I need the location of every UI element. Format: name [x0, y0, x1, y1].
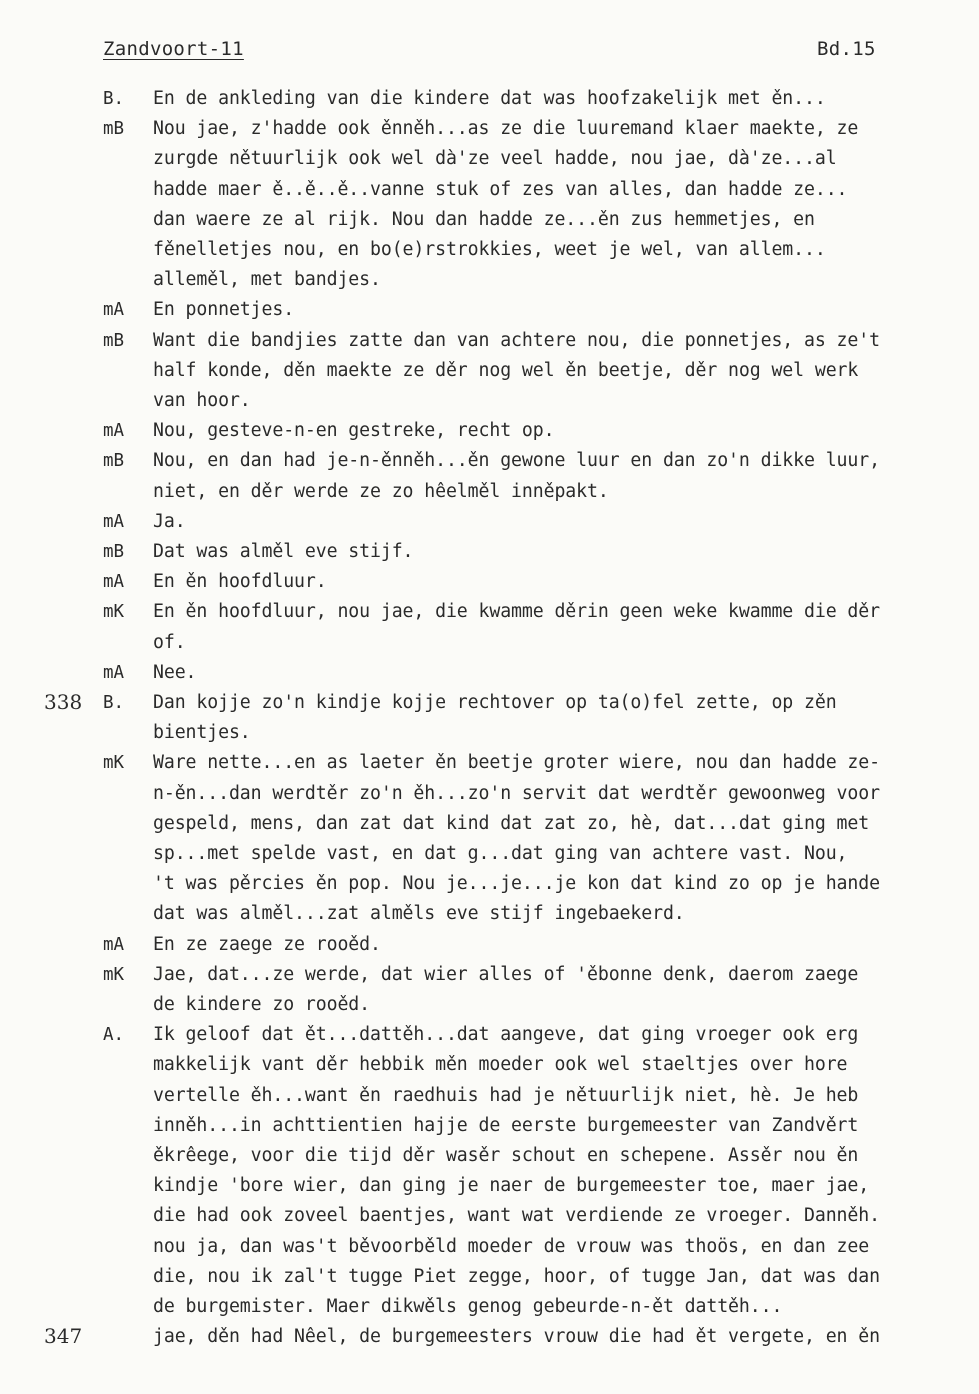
page-header-right: Bd.15	[817, 38, 876, 60]
transcript-line: zurgde nětuurlijk ook wel dà'ze veel hadde, nou jae, dà'ze...al	[153, 148, 837, 170]
speaker-label: mK	[103, 602, 125, 623]
speaker-label: mB	[103, 330, 125, 351]
transcript-line: de kindere zo rooěd.	[153, 994, 370, 1015]
speaker-label: mB	[103, 119, 125, 140]
transcript-line: Ware nette...en as laeter ěn beetje groter wiere, nou dan hadde ze-	[153, 752, 880, 774]
transcript-line: n-ěn...dan werdtěr zo'n ěh...zo'n servit dat werdtěr gewoonweg voor	[153, 782, 880, 804]
transcript-line: Nou, en dan had je-n-ěnněh...ěn gewone luur en dan zo'n dikke luur,	[153, 450, 880, 472]
transcript-line: jae, děn had Nêel, de burgemeesters vrouw die had ět vergete, en ěn	[153, 1326, 880, 1348]
speaker-label: mA	[103, 511, 125, 532]
speaker-label: mA	[103, 300, 125, 321]
transcript-line: En ze zaege ze rooěd.	[153, 933, 381, 955]
transcript-line: bientjes.	[153, 722, 251, 744]
transcript-line: Dan kojje zo'n kindje kojje rechtover op ta(o)fel zette, op zěn	[153, 692, 837, 713]
transcript-line: sp...met spelde vast, en dat g...dat ging van achtere vast. Nou,	[153, 843, 848, 864]
transcript-line: makkelijk vant děr hebbik měn moeder ook wel staeltjes over hore	[153, 1054, 848, 1076]
transcript-line: Want die bandjies zatte dan van achtere nou, die ponnetjes, as ze't	[153, 329, 880, 351]
speaker-label: A.	[103, 1025, 125, 1046]
transcript-line: half konde, děn maekte ze děr nog wel ěn beetje, děr nog wel werk	[153, 359, 859, 381]
transcript-line: dan waere ze al rijk. Nou dan hadde ze...ěn zus hemmetjes, en	[153, 208, 815, 230]
transcript-line: Nou jae, z'hadde ook ěnněh...as ze die luuremand klaer maekte, ze	[153, 118, 859, 140]
transcript-line: 't was pěrcies ěn pop. Nou je...je...je kon dat kind zo op je hande	[153, 873, 880, 895]
transcript-line: Ik geloof dat ět...dattěh...dat aangeve, dat ging vroeger ook erg	[153, 1024, 859, 1046]
transcript-line: die, nou ik zal't tugge Piet zegge, hoor, of tugge Jan, dat was dan	[153, 1265, 880, 1287]
transcript-line: de burgemister. Maer dikwěls genog gebeurde-n-ět dattěh...	[153, 1296, 783, 1317]
transcript-line: inněh...in achttientien hajje de eerste burgemeester van Zandvěrt	[153, 1114, 859, 1136]
transcript-line: hadde maer ě..ě..ě..vanne stuk of zes van alles, dan hadde ze...	[153, 178, 848, 200]
speaker-label: mA	[103, 934, 125, 955]
transcript-line: En ěn hoofdluur, nou jae, die kwamme děrin geen weke kwamme die děr	[153, 601, 880, 623]
speaker-label: mA	[103, 662, 125, 683]
speaker-label: B.	[103, 89, 125, 109]
transcript-line: dat was alměl...zat alměls eve stijf ingebaekerd.	[153, 903, 685, 925]
transcript-line: En de ankleding van die kindere dat was hoofzakelijk met ěn...	[153, 88, 826, 109]
page-header-left: Zandvoort-11	[103, 38, 244, 60]
transcript-line: Dat was alměl eve stijf.	[153, 541, 414, 562]
transcript-line: van hoor.	[153, 390, 251, 411]
speaker-label: mK	[103, 753, 125, 774]
speaker-label: mB	[103, 451, 125, 472]
speaker-label: B.	[103, 693, 125, 713]
speaker-label: mA	[103, 421, 125, 442]
speaker-label: mK	[103, 964, 125, 985]
transcript-line: of.	[153, 631, 186, 653]
transcript-line: Ja.	[153, 510, 186, 532]
transcript-line: niet, en děr werde ze zo hêelměl inněpakt.	[153, 480, 609, 502]
margin-line-number: 338	[44, 690, 83, 714]
speaker-label: mB	[103, 542, 125, 562]
transcript-line: nou ja, dan was't běvoorběld moeder de vrouw was thoös, en dan zee	[153, 1235, 870, 1257]
transcript-line: alleměl, met bandjes.	[153, 269, 381, 291]
transcript-line: ěkrêege, voor die tijd děr wasěr schout en schepene. Assěr nou ěn	[153, 1145, 859, 1166]
transcript-line: die had ook zoveel baentjes, want wat verdiende ze vroeger. Danněh.	[153, 1205, 880, 1227]
transcript-line: gespeld, mens, dan zat dat kind dat zat zo, hè, dat...dat ging met	[153, 812, 870, 834]
margin-line-number: 347	[44, 1324, 83, 1349]
speaker-label: mA	[103, 572, 125, 593]
transcript-line: kindje 'bore wier, dan ging je naer de burgemeester toe, maer jae,	[153, 1175, 870, 1197]
transcript-line: Nou, gesteve-n-en gestreke, recht op.	[153, 420, 555, 442]
transcript-line: fěnelletjes nou, en bo(e)rstrokkies, weet je wel, van allem...	[153, 239, 826, 260]
transcript-line: Nee.	[153, 661, 197, 683]
transcript-line: Jae, dat...ze werde, dat wier alles of 'ěbonne denk, daerom zaege	[153, 963, 859, 985]
transcript-line: vertelle ěh...want ěn raedhuis had je nětuurlijk niet, hè. Je heb	[153, 1084, 859, 1106]
transcript-line: En ěn hoofdluur.	[153, 571, 327, 593]
transcript-line: En ponnetjes.	[153, 299, 295, 321]
